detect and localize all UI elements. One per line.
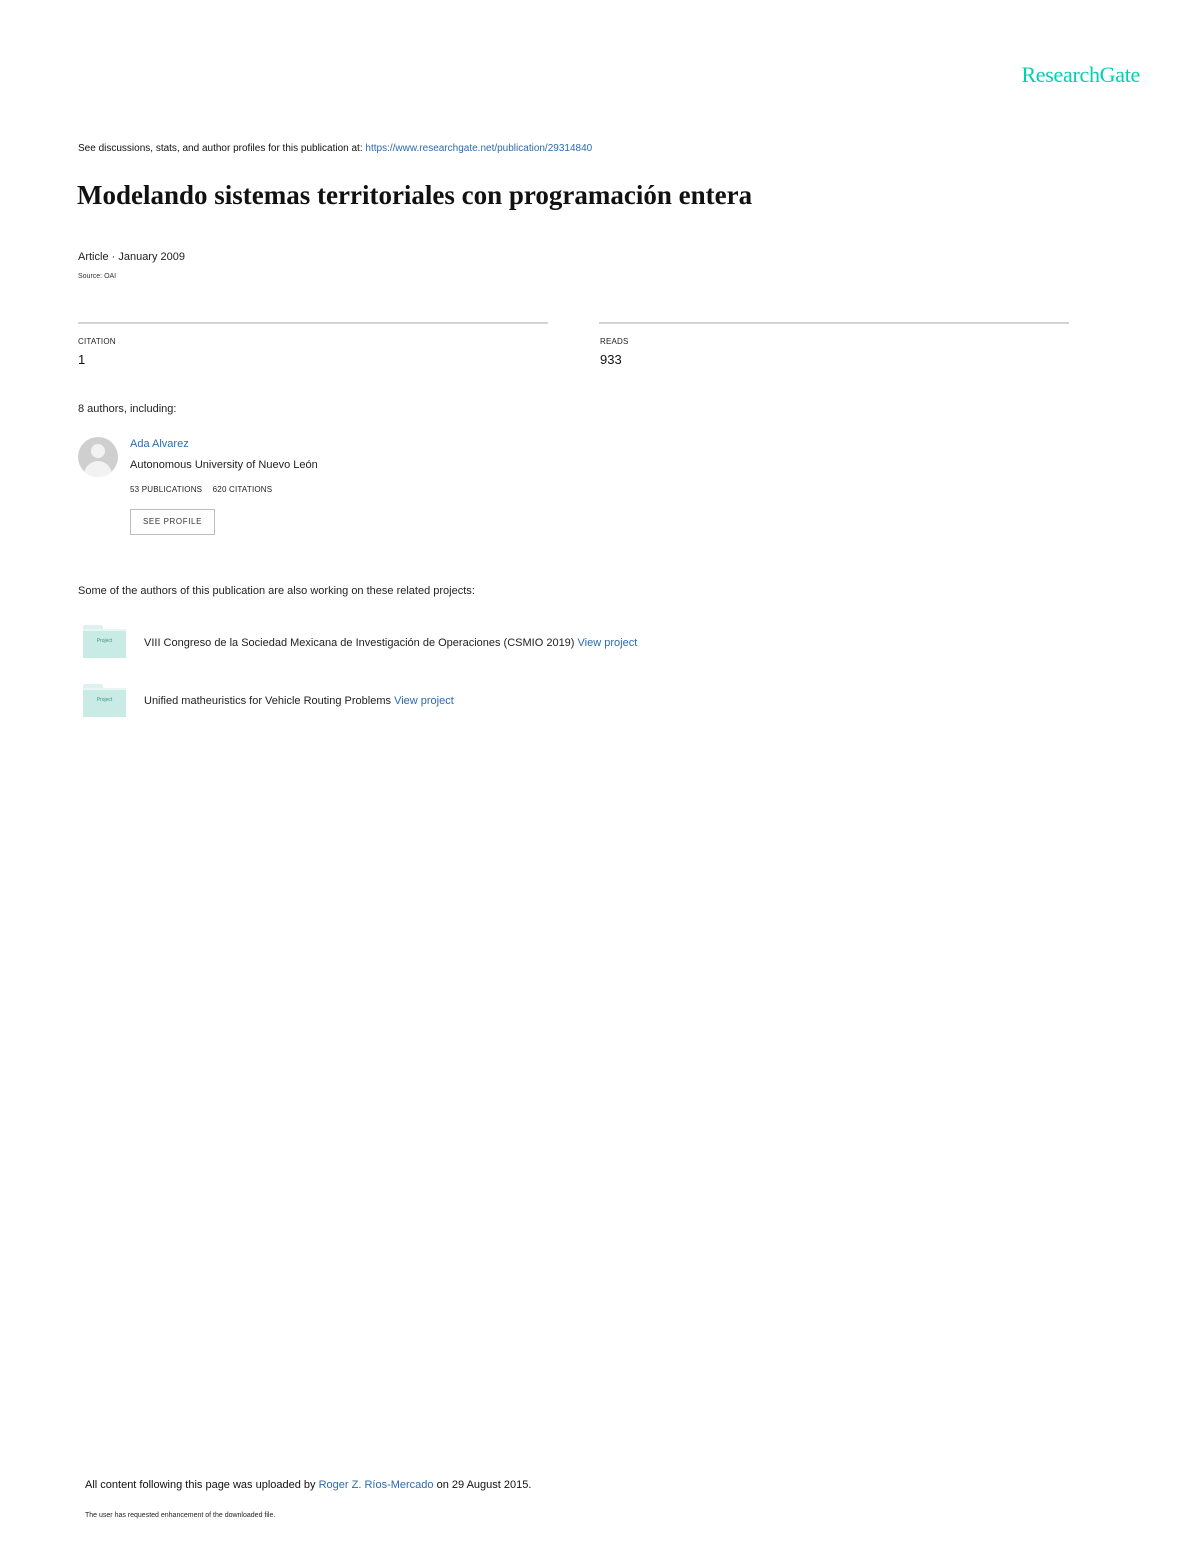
publication-title: Modelando sistemas territoriales con programación entera [77,180,753,210]
view-project-link[interactable]: View project [577,637,638,649]
uploader-link[interactable]: Roger Z. Ríos-Mercado [318,1479,434,1491]
publication-url-link[interactable]: https://www.researchgate.net/publication/29314840 [365,143,593,154]
reads-value: 933 [600,352,622,367]
project-icon-label: Project [96,697,113,703]
see-profile-button[interactable]: SEE PROFILE [130,509,215,535]
project-folder-icon [83,684,126,717]
upload-date: on 29 August 2015. [436,1479,532,1491]
related-project-item [144,695,454,707]
reads-label: READS [600,337,629,346]
author-name-link[interactable]: Ada Alvarez [130,438,189,450]
view-project-link[interactable]: View project [394,695,454,707]
researchgate-logo[interactable]: ResearchGate [1021,62,1140,87]
upload-info [85,1479,531,1491]
author-institution: Autonomous University of Nuevo León [130,459,318,471]
publication-meta: Article · January 2009 [78,251,185,263]
authors-heading: 8 authors, including: [78,403,177,415]
citations-label: CITATION [78,337,116,346]
reads-divider [599,322,1069,324]
enhancement-note: The user has requested enhancement of the downloaded file. [85,1512,276,1519]
author-publications-count: 53 PUBLICATIONS [130,485,203,494]
author-stats [130,485,272,494]
author-citations-count: 620 CITATIONS [212,485,273,494]
project-title: Unified matheuristics for Vehicle Routing Problems [144,695,392,707]
related-projects-heading: Some of the authors of this publication are also working on these related projects: [78,585,475,597]
related-project-item [144,637,637,649]
citations-value: 1 [78,352,86,367]
project-folder-icon [83,625,126,658]
see-discussions-line [78,143,592,154]
publication-source: Source: OAI [78,273,117,280]
project-title: VIII Congreso de la Sociedad Mexicana de Investigación de Operaciones (CSMIO 2019) [144,637,575,649]
citations-divider [78,322,548,324]
upload-prefix: All content following this page was uploaded by [85,1479,316,1491]
project-icon-label: Project [96,638,113,644]
user-placeholder-icon [78,437,118,477]
see-line-text: See discussions, stats, and author profiles for this publication at: [78,143,363,154]
